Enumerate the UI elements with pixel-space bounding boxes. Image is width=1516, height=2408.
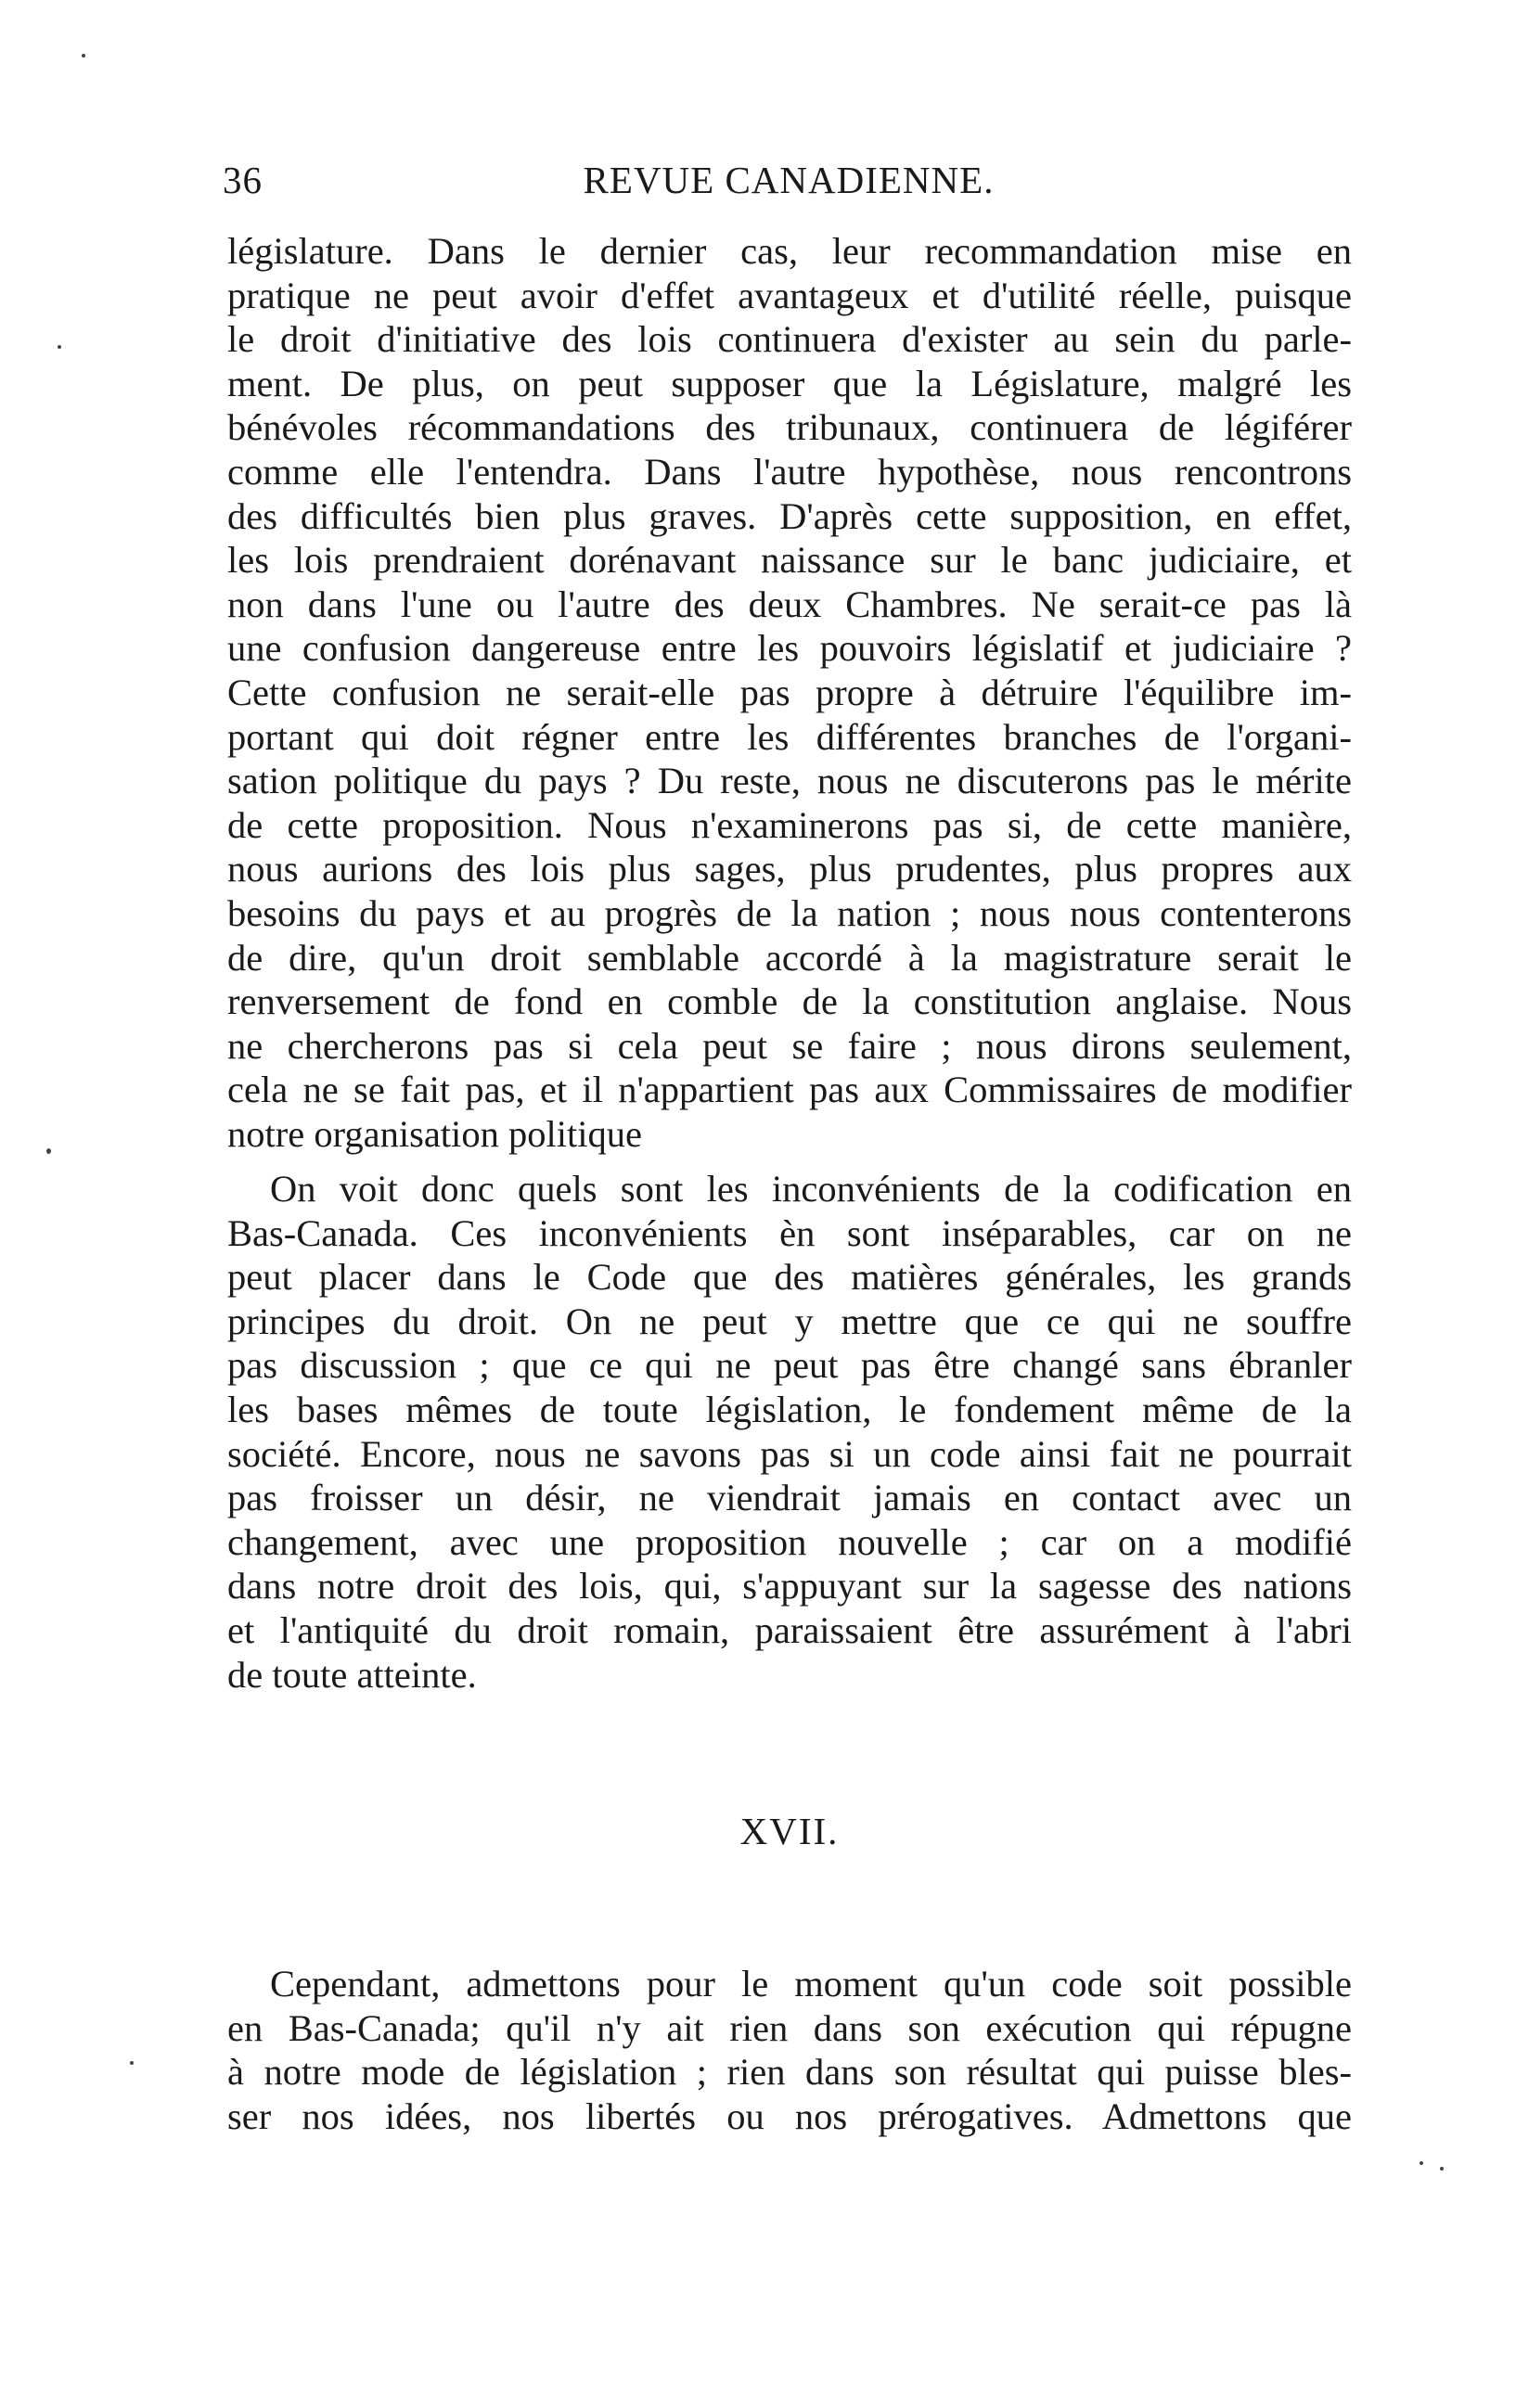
text-line: et l'antiquité du droit romain, paraissaient être assurément à l'abri	[227, 1608, 1352, 1651]
scan-speck	[58, 345, 61, 349]
text-line: le droit d'initiative des lois continuera d'exister au sein du parle-	[227, 318, 1352, 361]
text-line: notre organisation politique	[227, 1112, 642, 1155]
text-line: ment. De plus, on peut supposer que la Législature, malgré les	[227, 362, 1352, 404]
text-line: à notre mode de législation ; rien dans son résultat qui puisse bles-	[227, 2051, 1352, 2094]
text-line: pratique ne peut avoir d'effet avantageux et d'utilité réelle, puisque	[227, 274, 1352, 316]
text-line: dans notre droit des lois, qui, s'appuyant sur la sagesse des nations	[227, 1565, 1352, 1607]
text-line: non dans l'une ou l'autre des deux Chambres. Ne serait-ce pas là	[227, 583, 1352, 625]
text-line: cela ne se fait pas, et il n'appartient pas aux Commissaires de modifier	[227, 1069, 1352, 1111]
paragraph-2	[227, 1167, 1352, 1697]
text-line: société. Encore, nous ne savons pas si un code ainsi fait ne pourrait	[227, 1432, 1352, 1475]
text-line: pas discussion ; que ce qui ne peut pas être changé sans ébranler	[227, 1344, 1352, 1387]
text-line: Bas-Canada. Ces inconvénients èn sont inséparables, car on ne	[227, 1211, 1352, 1254]
text-line: bénévoles récommandations des tribunaux, continuera de légiférer	[227, 406, 1352, 449]
scan-speck	[1440, 2167, 1444, 2171]
journal-title: REVUE CANADIENNE.	[583, 159, 995, 201]
scan-speck	[1420, 2161, 1423, 2165]
text-line: On voit donc quels sont les inconvénients de la codification en	[270, 1168, 1352, 1210]
text-line: portant qui doit régner entre les différentes branches de l'organi-	[227, 715, 1352, 758]
text-line: principes du droit. On ne peut y mettre que ce qui ne souffre	[227, 1300, 1352, 1342]
scan-speck	[82, 54, 85, 58]
text-line: législature. Dans le dernier cas, leur recommandation mise en	[227, 230, 1352, 272]
running-head	[223, 158, 1355, 213]
scan-speck	[130, 2061, 134, 2065]
text-line: nous aurions des lois plus sages, plus prudentes, plus propres aux	[227, 848, 1352, 890]
text-line: Cependant, admettons pour le moment qu'un code soit possible	[270, 1963, 1352, 2005]
text-line: renversement de fond en comble de la constitution anglaise. Nous	[227, 980, 1352, 1023]
text-line: besoins du pays et au progrès de la nation ; nous nous contenterons	[227, 891, 1352, 934]
page-number: 36	[223, 159, 263, 201]
text-line: Cette confusion ne serait-elle pas propre à détruire l'équilibre im-	[227, 671, 1352, 713]
text-line: ne chercherons pas si cela peut se faire ; nous dirons seulement,	[227, 1024, 1352, 1067]
text-line: peut placer dans le Code que des matières générales, les grands	[227, 1256, 1352, 1299]
text-line: de toute atteinte.	[227, 1653, 477, 1696]
text-line: les lois prendraient dorénavant naissance sur le banc judiciaire, et	[227, 539, 1352, 582]
paragraph-3	[227, 1962, 1352, 2138]
scan-speck	[46, 1148, 51, 1154]
text-line: comme elle l'entendra. Dans l'autre hypothèse, nous rencontrons	[227, 450, 1352, 493]
text-line: les bases mêmes de toute législation, le fondement même de la	[227, 1388, 1352, 1430]
text-line: ser nos idées, nos libertés ou nos prérogatives. Admettons que	[227, 2094, 1352, 2137]
text-line: pas froisser un désir, ne viendrait jamais en contact avec un	[227, 1477, 1352, 1519]
text-line: de dire, qu'un droit semblable accordé à la magistrature serait le	[227, 936, 1352, 979]
text-line: des difficultés bien plus graves. D'après cette supposition, en effet,	[227, 494, 1352, 537]
text-line: sation politique du pays ? Du reste, nous ne discuterons pas le mérite	[227, 760, 1352, 802]
section-heading: XVII.	[739, 1810, 840, 1852]
text-line: de cette proposition. Nous n'examinerons pas si, de cette manière,	[227, 803, 1352, 846]
text-line: une confusion dangereuse entre les pouvoirs législatif et judiciaire ?	[227, 627, 1352, 670]
paragraph-1	[227, 229, 1352, 1156]
text-line: en Bas-Canada; qu'il n'y ait rien dans son exécution qui répugne	[227, 2006, 1352, 2049]
text-line: changement, avec une proposition nouvelle ; car on a modifié	[227, 1520, 1352, 1563]
